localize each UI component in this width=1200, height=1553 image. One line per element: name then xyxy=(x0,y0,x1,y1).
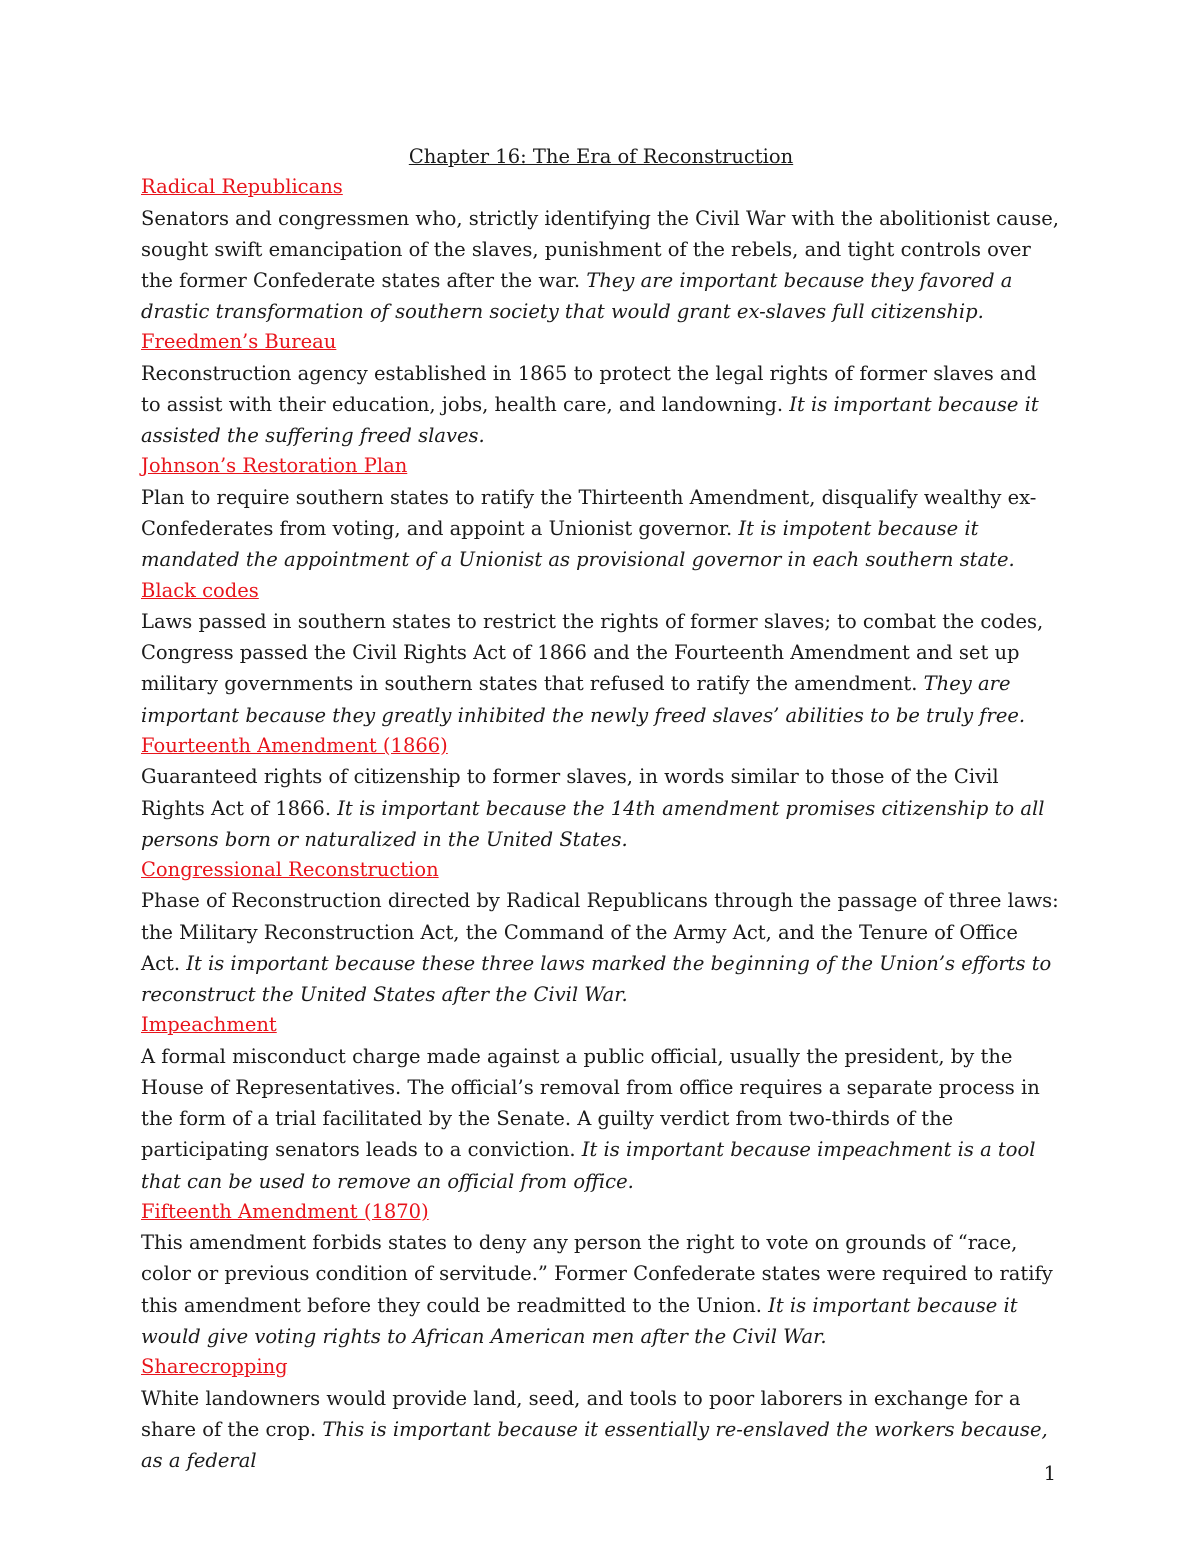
definition-text: Laws passed in southern states to restrict the rights of former slaves; to combat the codes, Congress passed the Civil Rights Act of 1866 and the Fourteenth Amendment and set up military governments in southern states that refused to ratify the amendment. xyxy=(141,610,1044,696)
entry-black-codes xyxy=(141,576,1061,731)
entry-fourteenth-amendment xyxy=(141,731,1061,855)
term-definition xyxy=(141,1041,1061,1197)
document-page xyxy=(141,142,1061,1476)
importance-text: They are important because they greatly inhibited the newly freed slaves’ abilities to be truly free. xyxy=(141,672,1026,727)
entry-impeachment xyxy=(141,1010,1061,1197)
entry-johnsons-restoration-plan xyxy=(141,451,1061,575)
term-heading: Fifteenth Amendment (1870) xyxy=(141,1199,429,1223)
term-heading: Sharecropping xyxy=(141,1355,288,1379)
term-definition xyxy=(141,1227,1061,1352)
definition-text: This amendment forbids states to deny any person the right to vote on grounds of “race, color or previous condition of servitude.” Former Confederate states were required to ratify this amendment before they could be readmitted to the Union. xyxy=(141,1231,1053,1317)
importance-text: It is important because the 14th amendment promises citizenship to all persons born or naturalized in the United States. xyxy=(141,796,1045,851)
importance-text: It is important because these three laws marked the beginning of the Union’s efforts to reconstruct the United States after the Civil War. xyxy=(141,951,1052,1007)
term-heading: Freedmen’s Bureau xyxy=(141,330,337,354)
importance-text: It is important because impeachment is a tool that can be used to remove an official from office. xyxy=(141,1138,1036,1193)
entry-congressional-reconstruction xyxy=(141,855,1061,1010)
importance-text: It is important because it assisted the suffering freed slaves. xyxy=(141,393,1039,448)
term-heading: Fourteenth Amendment (1866) xyxy=(141,733,448,757)
term-heading: Impeachment xyxy=(141,1013,277,1037)
term-definition xyxy=(141,482,1061,576)
definition-text: Plan to require southern states to ratify the Thirteenth Amendment, disqualify wealthy ex-Confederates from voting, and appoint a Unionist governor. xyxy=(141,485,1037,541)
term-heading: Johnson’s Restoration Plan xyxy=(141,454,408,478)
term-heading: Radical Republicans xyxy=(141,175,343,198)
definition-text: Senators and congressmen who, strictly identifying the Civil War with the abolitionist cause, sought swift emancipation of the slaves, punishment of the rebels, and tight controls over the former Confederate states after the war. xyxy=(141,206,1059,292)
importance-text: It is important because it would give voting rights to African American men after the Civil War. xyxy=(141,1293,1018,1348)
importance-text: It is impotent because it mandated the appointment of a Unionist as provisional governor in each southern state. xyxy=(141,517,1015,572)
importance-text: This is important because it essentially re-enslaved the workers because, as a federal xyxy=(141,1417,1048,1472)
definition-text: Phase of Reconstruction directed by Radical Republicans through the passage of three laws: the Military Reconstruction Act, the Command of the Army Act, and the Tenure of Office Act. xyxy=(141,889,1059,975)
page-number: 1 xyxy=(1043,1462,1056,1485)
importance-text: They are important because they favored a drastic transformation of southern society that would grant ex-slaves full citizenship. xyxy=(141,268,1013,324)
entry-freedmens-bureau xyxy=(141,327,1061,451)
term-definition xyxy=(141,203,1061,328)
term-heading: Congressional Reconstruction xyxy=(141,857,439,881)
entry-fifteenth-amendment xyxy=(141,1197,1061,1352)
term-heading: Black codes xyxy=(141,578,259,602)
definition-text: Guaranteed rights of citizenship to former slaves, in words similar to those of the Civil Rights Act of 1866. xyxy=(141,765,999,820)
definition-text: White landowners would provide land, seed, and tools to poor laborers in exchange for a share of the crop. xyxy=(141,1386,1021,1441)
definition-text: Reconstruction agency established in 1865 to protect the legal rights of former slaves and to assist with their education, jobs, health care, and landowning. xyxy=(141,361,1037,417)
term-definition xyxy=(141,885,1061,1010)
term-definition xyxy=(141,1383,1061,1477)
term-definition xyxy=(141,761,1061,855)
entry-radical-republicans xyxy=(141,172,1061,327)
entry-sharecropping xyxy=(141,1352,1061,1476)
page-title: Chapter 16: The Era of Reconstruction xyxy=(408,145,794,168)
definition-text: A formal misconduct charge made against a public official, usually the president, by the House of Representatives. The official’s removal from office requires a separate process in the form of a trial facilitated by the Senate. A guilty verdict from two-thirds of the participating senators leads to a conviction. xyxy=(141,1044,1040,1162)
term-definition xyxy=(141,358,1061,452)
term-definition xyxy=(141,606,1061,731)
